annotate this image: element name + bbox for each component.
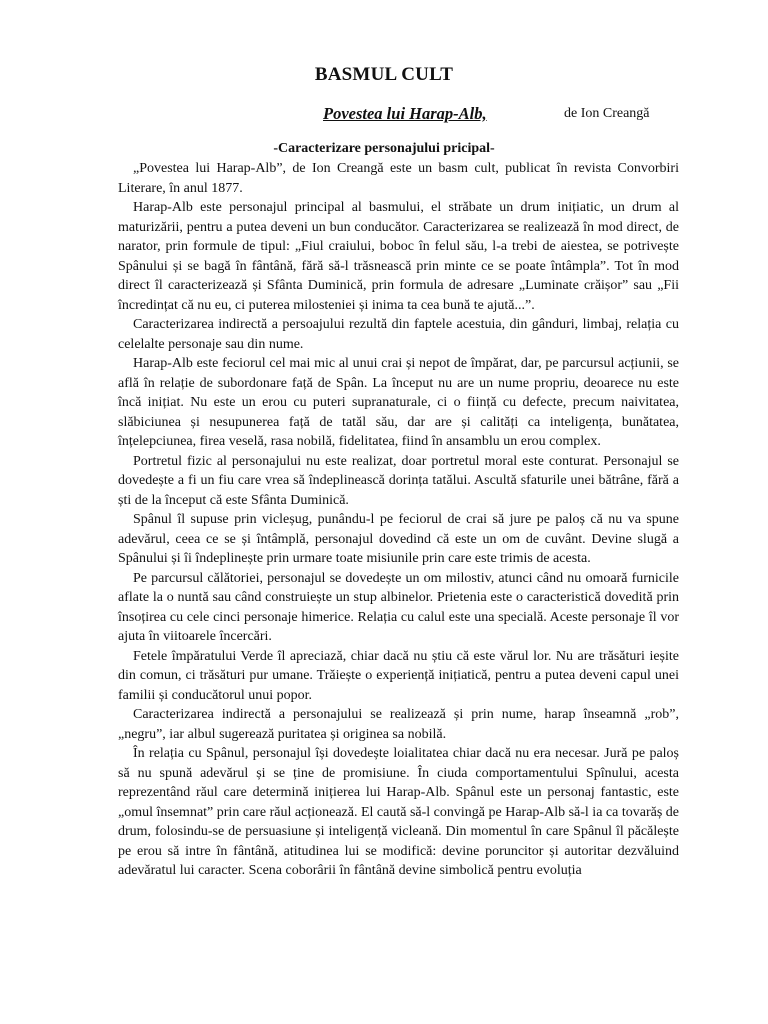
paragraph: Caracterizarea indirectă a persoajului rezultă din faptele acestuia, din gânduri, limbaj, relația cu celelalte personaje sau din nume. [118,317,679,352]
document-title: BASMUL CULT [314,64,454,85]
paragraph: „Povestea lui Harap-Alb”, de Ion Creangă este un basm cult, publicat în revista Convorbiri Literare, în anul 1877. [118,161,679,196]
paragraph: Fetele împăratului Verde îl apreciază, chiar dacă nu știu că este vărul lor. Nu are trăsături ieșite din comun, ci trăsături pur umane. Trăiește o experiență inițiatică, pentru a putea deveni capul unei familii și conducătorul unui popor. [118,648,679,703]
paragraph: Spânul îl supuse prin vicleșug, punându-l pe feciorul de crai să jure pe paloș că nu va spune adevărul, ceea ce se și întâmplă, personajul dovedind că este un om de cuvânt. Devine slugă a Spânului și îi îndeplinește prin urmare toate misiunile prin care este trimis de acesta. [118,512,679,566]
paragraph: Caracterizarea indirectă a personajului se realizează și prin nume, harap înseamnă „rob”, „negru”, iar albul sugerează puritatea și originea sa nobilă. [118,707,679,742]
paragraph: Harap-Alb este feciorul cel mai mic al unui crai și nepot de împărat, dar, pe parcursul acțiunii, se află în relație de subordonare față de Spân. La început nu are un nume propriu, deoarece nu este încă inițiat. Nu este un erou cu puteri supranaturale, ci o ființă cu defecte, precum naivitatea, slăbiciunea și nesupunerea față de tatăl său, dar are și calități ca inteligența, bunătatea, înțelepciunea, firea veselă, rasa nobilă, fidelitatea, fiind în ansamblu un erou complex. [118,356,679,449]
subtitle-row [0,104,768,128]
author-name: de Ion Creangă [564,106,650,121]
work-title: Povestea lui Harap-Alb, [323,104,487,123]
document-body [118,159,679,881]
section-heading: -Caracterizare personajului pricipal- [273,141,495,156]
paragraph: În relația cu Spânul, personajul își dovedește loialitatea chiar dacă nu era necesar. Jură pe paloș să nu spună adevărul și se ține de promisiune. În ciuda comportamentului Spînului, acesta reprezentând răul care determină inițierea lui Harap-Alb. Spânul este un personaj fantastic, este „omul însemnat” prin care răul acționează. El caută să-l convingă pe Harap-Alb să-l ia ca tovarăș de drum, folosindu-se de persuasiune și inteligență vicleană. Din momentul în care Spânul îl păcălește pe erou să intre în fântână, atitudinea lui se modifică: devine poruncitor și autoritar dezvăluind adevăratul lui caracter. Scena coborârii în fântână devine simbolică pentru evoluția [118,746,679,878]
paragraph: Harap-Alb este personajul principal al basmului, el străbate un drum inițiatic, un drum al maturizării, pentru a putea deveni un bun conducător. Caracterizarea se realizează în mod direct, de narator, prin formule de tipul: „Fiul craiului, boboc în felul său, l-a trebi de aiestea, se potrivește Spânului și se bagă în fântână, fără să-l trăsnească prin minte ce se poate întâmpla”. Tot în mod direct îl caracterizează și Sfânta Duminică, prin formula de adresare „Luminate crăișor” sau „Fii încredințat că nu eu, ci puterea milosteniei și inima ta cea bună te ajută...”. [118,200,679,313]
paragraph: Pe parcursul călătoriei, personajul se dovedește un om milostiv, atunci când nu omoară furnicile aflate la o nuntă sau când construiește un stup albinelor. Prietenia este o caracteristică dovedită prin însoțirea cu cele cinci personaje himerice. Relația cu calul este una specială. Aceste personaje îl vor ajuta în viitoarele încercări. [118,570,679,644]
paragraph: Portretul fizic al personajului nu este realizat, doar portretul moral este conturat. Personajul se dovedește a fi un fiu care vrea să îndeplinească dorința tatălui. Ascultă sfaturile unei bătrâne, fără a ști de la început că este Sfânta Duminică. [118,453,679,508]
